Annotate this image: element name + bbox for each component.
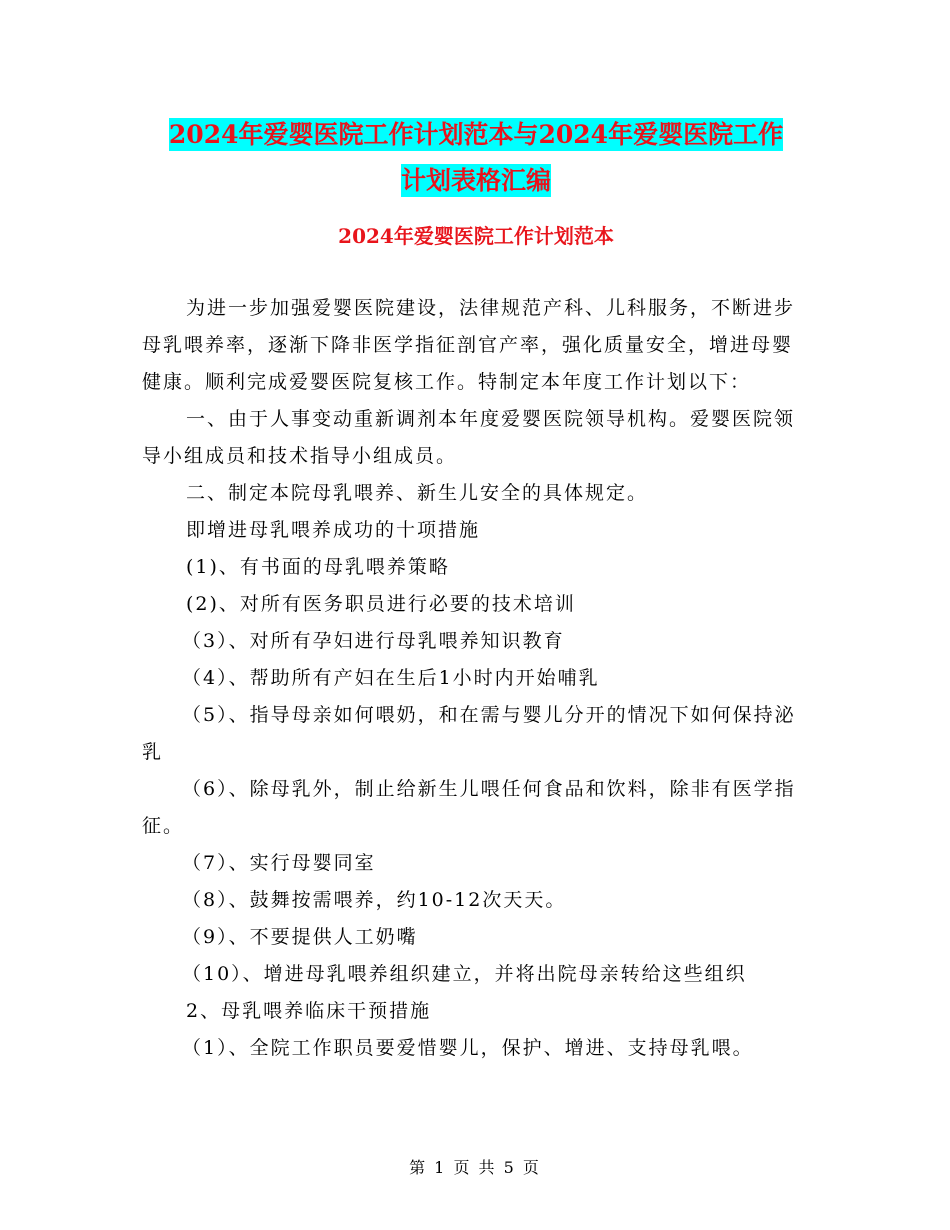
document-title-line-1: 2024年爱婴医院工作计划范本与2024年爱婴医院工作 [168, 120, 784, 149]
list-item: （9）、不要提供人工奶嘴 [182, 926, 418, 948]
paragraph-ten-measures: 即增进母乳喂养成功的十项措施 [186, 519, 481, 541]
paragraph-intro: 为进一步加强爱婴医院建设，法律规范产科、儿科服务，不断进步母乳喂养率，逐渐下降非医学指征剖官产率，强化质量安全，增进母婴健康。顺利完成爱婴医院复核工作。特制定本年度工作计划以下： [142, 297, 796, 393]
section-title: 2024年爱婴医院工作计划范本 [338, 224, 614, 248]
list-item: （5）、指导母亲如何喂奶，和在需与婴儿分开的情况下如何保持泌乳 [142, 704, 796, 763]
page-footer: 第 1 页 共 5 页 [409, 1158, 541, 1177]
list-item: (2)、对所有医务职员进行必要的技术培训 [186, 593, 576, 615]
list-item: （3）、对所有孕妇进行母乳喂养知识教育 [182, 630, 565, 652]
list-item: （8）、鼓舞按需喂养，约10-12次天天。 [182, 889, 567, 911]
list-item: （1）、全院工作职员要爱惜婴儿，保护、增进、支持母乳喂。 [182, 1037, 754, 1059]
list-item: (1)、有书面的母乳喂养策略 [186, 556, 450, 578]
paragraph-clinical-measures: 2、母乳喂养临床干预措施 [186, 1000, 432, 1022]
list-item: （7）、实行母婴同室 [182, 852, 376, 874]
list-item: （10）、增进母乳喂养组织建立，并将出院母亲转给这些组织 [182, 963, 747, 985]
document-body [142, 290, 808, 1067]
document-title [142, 112, 810, 204]
paragraph-item-two: 二、制定本院母乳喂养、新生儿安全的具体规定。 [186, 482, 649, 504]
document-title-line-2: 计划表格汇编 [400, 166, 551, 195]
list-item: （6）、除母乳外，制止给新生儿喂任何食品和饮料，除非有医学指征。 [142, 778, 796, 837]
list-item: （4）、帮助所有产妇在生后1小时内开始哺乳 [182, 667, 600, 689]
paragraph-item-one: 一、由于人事变动重新调剂本年度爱婴医院领导机构。爱婴医院领导小组成员和技术指导小组成员。 [142, 408, 796, 467]
